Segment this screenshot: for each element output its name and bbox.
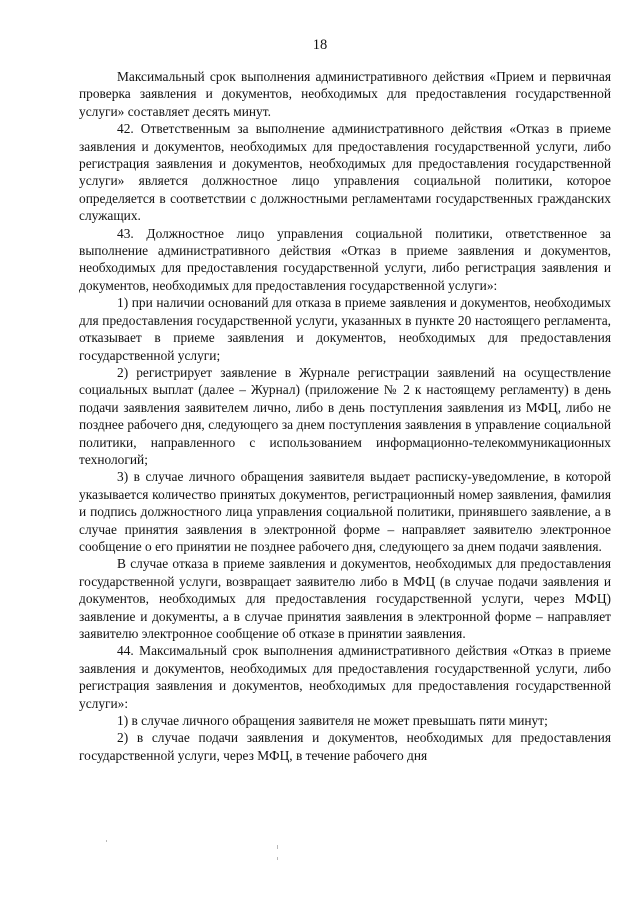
scan-artifact-mark	[277, 857, 278, 860]
paragraph-43: 43. Должностное лицо управления социальной политики, ответственное за выполнение административного действия «Отказ в приеме заявления и документов, необходимых для предоставления государственной услуги, либо регистрация заявления и документов, необходимых для предоставления государственной услуги»:	[79, 225, 611, 293]
list-item-43-1: 1) при наличии оснований для отказа в приеме заявления и документов, необходимых для предоставления государственной услуги, указанных в пункте 20 настоящего регламента, отказывает в приеме заявления и документов, необходимых для предоставления государственной услуги;	[79, 295, 611, 363]
document-body	[79, 68, 611, 764]
paragraph-max-time-reception: Максимальный срок выполнения административного действия «Прием и первичная проверка заявления и документов, необходимых для предоставления государственной услуги» составляет десять минут.	[79, 69, 611, 119]
paragraph-refusal-case: В случае отказа в приеме заявления и документов, необходимых для предоставления государственной услуги, возвращает заявителю либо в МФЦ (в случае подачи заявления и документов, необходимых для предоставления государственной услуги, через МФЦ) заявление и документы, а в случае принятия заявления в электронной форме – направляет заявителю электронное сообщение об отказе в принятии заявления.	[79, 556, 611, 641]
list-item-43-2: 2) регистрирует заявление в Журнале регистрации заявлений на осуществление социальных выплат (далее – Журнал) (приложение № 2 к настоящему регламенту) в день подачи заявления заявителем лично, либо в день поступления заявления из МФЦ, либо не позднее рабочего дня, следующего за днем поступления заявления в управление социальной политики, направленного с использованием информационно-телекоммуникационных технологий;	[79, 364, 611, 467]
paragraph-44: 44. Максимальный срок выполнения административного действия «Отказ в приеме заявления и документов, необходимых для предоставления государственной услуги, либо регистрация заявления и документов, необходимых для предоставления государственной услуги»:	[79, 643, 611, 711]
scan-artifact-mark	[277, 845, 278, 849]
list-item-44-2: 2) в случае подачи заявления и документов, необходимых для предоставления государственной услуги, через МФЦ, в течение рабочего дня	[79, 730, 611, 763]
page-number: 18	[312, 37, 328, 53]
scan-artifact-mark	[106, 840, 107, 842]
list-item-43-3: 3) в случае личного обращения заявителя выдает расписку-уведомление, в которой указывается количество принятых документов, регистрационный номер заявления, фамилия и подпись должностного лица управления социальной политики, принявшего заявление, а в случае принятия заявления в электронной форме – направляет заявителю электронное сообщение о его принятии не позднее рабочего дня, следующего за днем подачи заявления.	[79, 469, 611, 554]
list-item-44-1: 1) в случае личного обращения заявителя не может превышать пяти минут;	[117, 713, 548, 729]
paragraph-42: 42. Ответственным за выполнение административного действия «Отказ в приеме заявления и документов, необходимых для предоставления государственной услуги, либо регистрация заявления и документов, необходимых для предоставления государственной услуги» является должностное лицо управления социальной политики, которое определяется в соответствии с должностными регламентами государственных гражданских служащих.	[79, 121, 611, 224]
